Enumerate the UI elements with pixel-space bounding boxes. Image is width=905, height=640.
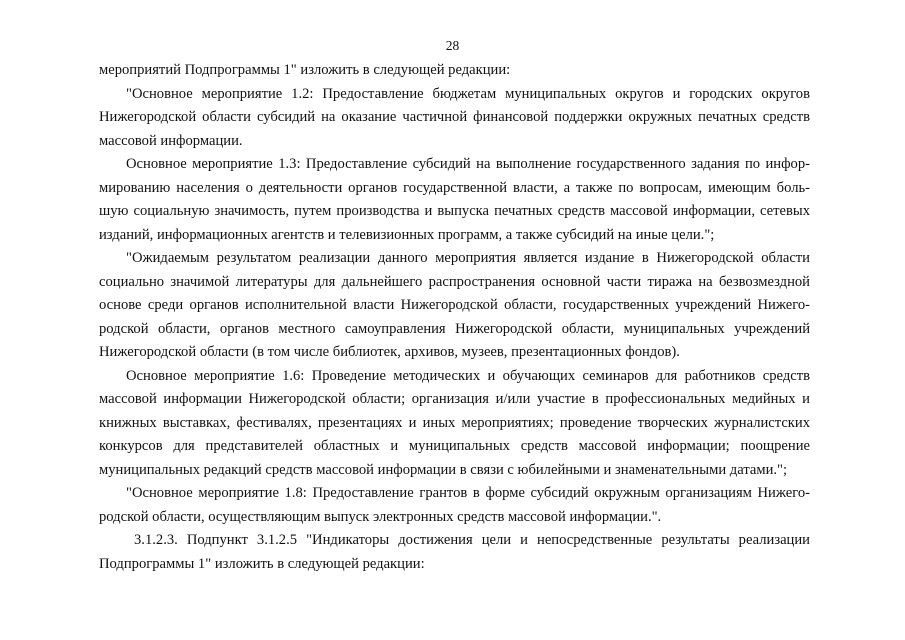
text-line: 3.1.2.3. Подпункт 3.1.2.5 "Индикаторы достижения цели и непосредственные результаты реализации [134, 532, 810, 548]
text-line: книжных выставках, фестивалях, презентациях и иных мероприятиях; проведение творческих журналистских [99, 414, 810, 431]
text-line: "Основное мероприятие 1.2: Предоставление бюджетам муниципальных округов и городских округов [126, 85, 810, 102]
text-line: мированию населения о деятельности органов государственной власти, а также по вопросам, имеющим боль- [99, 179, 810, 196]
text-line: Основное мероприятие 1.3: Предоставление субсидий на выполнение государственного задания по инфор- [126, 156, 810, 172]
text-line: шую социальную значимость, путем производства и выпуска печатных средств массовой информации, сетевых [99, 203, 810, 219]
paragraph [99, 365, 810, 483]
text-line: родской области, осуществляющим выпуск электронных средств массовой информации.". [99, 508, 662, 525]
paragraph [99, 59, 810, 83]
text-line: Нижегородской области (в том числе библиотек, архивов, музеев, презентационных фондов). [99, 344, 680, 360]
paragraph [99, 529, 810, 576]
paragraph [99, 482, 810, 529]
text-line: изданий, информационных агентств и телевизионных программ, а также субсидий на иные цели."; [99, 226, 715, 243]
text-line: массовой информации Нижегородской области; организация и/или участие в профессиональных медийных и [99, 391, 810, 407]
paragraph [99, 153, 810, 247]
paragraph [99, 83, 810, 154]
text-line: "Основное мероприятие 1.8: Предоставление грантов в форме субсидий окружным организациям Нижего- [126, 485, 810, 501]
paragraph [99, 247, 810, 365]
text-line: Нижегородской области субсидий на оказание частичной финансовой поддержки окружных печатных средств [99, 109, 810, 125]
text-line: конкурсов для представителей областных и муниципальных средств массовой информации; поощрение [99, 438, 810, 454]
text-line: Основное мероприятие 1.6: Проведение методических и обучающих семинаров для работников средств [126, 367, 810, 384]
text-line: "Ожидаемым результатом реализации данного мероприятия является издание в Нижегородской области [126, 250, 810, 266]
text-line: мероприятий Подпрограммы 1" изложить в следующей редакции: [99, 62, 511, 78]
document-body [99, 59, 810, 576]
text-line: муниципальных редакций средств массовой информации в связи с юбилейными и знаменательными датами."; [99, 461, 788, 478]
text-line: социально значимой литературы для дальнейшего распространения основной части тиража на безвозмездной [99, 273, 810, 290]
text-line: родской области, органов местного самоуправления Нижегородской области, муниципальных учреждений [99, 320, 810, 337]
page-number: 28 [445, 38, 460, 53]
text-line: массовой информации. [99, 132, 243, 149]
text-line: основе среди органов исполнительной власти Нижегородской области, государственных учреждений Нижего- [99, 297, 810, 313]
text-line: Подпрограммы 1" изложить в следующей редакции: [99, 555, 425, 572]
